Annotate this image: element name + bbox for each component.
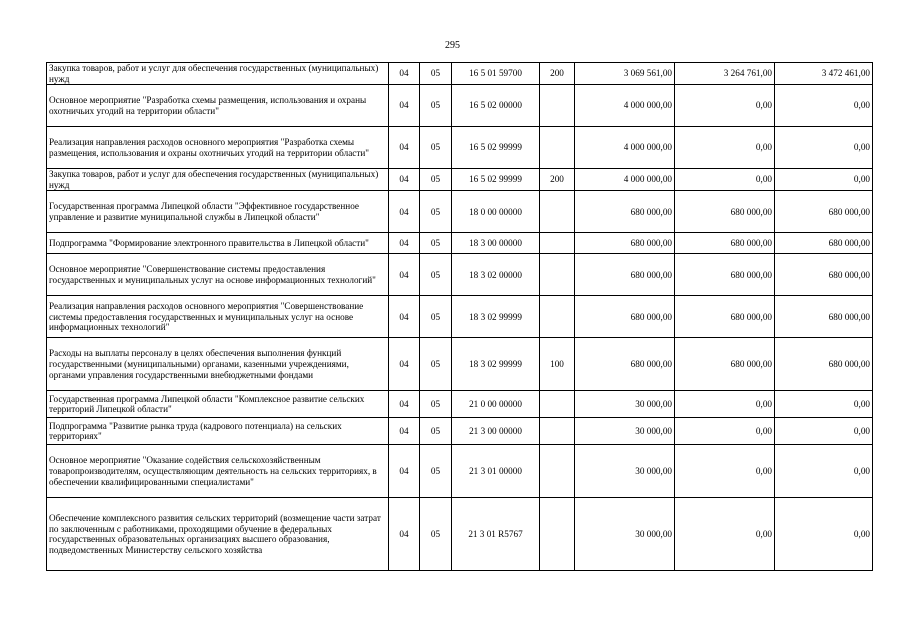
cell-name: Закупка товаров, работ и услуг для обеспечения государственных (муниципальных) нужд (47, 63, 389, 85)
cell-name: Основное мероприятие "Разработка схемы размещения, использования и охраны охотничьих угодий на территории области" (47, 85, 389, 127)
cell-vr (540, 445, 575, 498)
cell-vr (540, 418, 575, 445)
table-row (47, 169, 873, 191)
cell-name: Основное мероприятие "Оказание содействия сельскохозяйственным товаропроизводителям, осуществляющим деятельность на сельских территориях, в обеспечении квалифицированными специалистами" (47, 445, 389, 498)
cell-pr: 05 (420, 296, 452, 338)
table-row (47, 254, 873, 296)
cell-csr: 16 5 02 99999 (452, 169, 540, 191)
cell-s1: 4 000 000,00 (575, 169, 675, 191)
cell-s2: 0,00 (675, 127, 775, 169)
table-row (47, 445, 873, 498)
cell-csr: 16 5 02 00000 (452, 85, 540, 127)
cell-s3: 680 000,00 (775, 338, 873, 391)
cell-s1: 680 000,00 (575, 296, 675, 338)
cell-vr: 200 (540, 169, 575, 191)
cell-s1: 3 069 561,00 (575, 63, 675, 85)
cell-name: Подпрограмма "Развитие рынка труда (кадрового потенциала) на сельских территориях" (47, 418, 389, 445)
cell-vr (540, 296, 575, 338)
table-row (47, 63, 873, 85)
cell-csr: 16 5 01 59700 (452, 63, 540, 85)
cell-name: Основное мероприятие "Совершенствование системы предоставления государственных и муниципальных услуг на основе информационных технологий" (47, 254, 389, 296)
cell-s1: 4 000 000,00 (575, 127, 675, 169)
cell-pr: 05 (420, 254, 452, 296)
cell-pr: 05 (420, 445, 452, 498)
cell-s3: 0,00 (775, 418, 873, 445)
cell-vr (540, 233, 575, 254)
cell-rz: 04 (389, 169, 420, 191)
cell-vr (540, 85, 575, 127)
cell-s3: 0,00 (775, 127, 873, 169)
cell-pr: 05 (420, 127, 452, 169)
cell-pr: 05 (420, 418, 452, 445)
table-row (47, 127, 873, 169)
cell-rz: 04 (389, 445, 420, 498)
cell-rz: 04 (389, 391, 420, 418)
cell-rz: 04 (389, 296, 420, 338)
cell-s2: 3 264 761,00 (675, 63, 775, 85)
page-number: 295 (445, 40, 460, 51)
table-row (47, 498, 873, 571)
cell-s2: 680 000,00 (675, 338, 775, 391)
cell-name: Реализация направления расходов основного мероприятия "Разработка схемы размещения, использования и охраны охотничьих угодий на территории области" (47, 127, 389, 169)
cell-s1: 30 000,00 (575, 418, 675, 445)
cell-rz: 04 (389, 191, 420, 233)
cell-name: Государственная программа Липецкой области "Эффективное государственное управление и развитие муниципальной службы в Липецкой области" (47, 191, 389, 233)
table-row (47, 296, 873, 338)
cell-s3: 680 000,00 (775, 191, 873, 233)
cell-s1: 680 000,00 (575, 191, 675, 233)
cell-vr (540, 498, 575, 571)
cell-name: Реализация направления расходов основного мероприятия "Совершенствование системы предоставления государственных и муниципальных услуг на основе информационных технологий" (47, 296, 389, 338)
cell-s3: 680 000,00 (775, 296, 873, 338)
cell-s3: 0,00 (775, 498, 873, 571)
cell-name: Подпрограмма "Формирование электронного правительства в Липецкой области" (47, 233, 389, 254)
cell-pr: 05 (420, 85, 452, 127)
cell-pr: 05 (420, 498, 452, 571)
cell-csr: 18 3 02 00000 (452, 254, 540, 296)
cell-rz: 04 (389, 254, 420, 296)
cell-pr: 05 (420, 233, 452, 254)
cell-s3: 0,00 (775, 85, 873, 127)
cell-vr (540, 127, 575, 169)
cell-rz: 04 (389, 85, 420, 127)
cell-s1: 680 000,00 (575, 254, 675, 296)
cell-s3: 680 000,00 (775, 233, 873, 254)
cell-name: Обеспечение комплексного развития сельских территорий (возмещение части затрат по заключенным с работниками, проходящими обучение в федеральных государственных образовательных организациях высшего образования, подведомственных Министерству сельского хозяйства (47, 498, 389, 571)
cell-s2: 0,00 (675, 498, 775, 571)
cell-s2: 680 000,00 (675, 254, 775, 296)
cell-s2: 680 000,00 (675, 233, 775, 254)
cell-name: Государственная программа Липецкой области "Комплексное развитие сельских территорий Липецкой области" (47, 391, 389, 418)
cell-s2: 0,00 (675, 169, 775, 191)
cell-s1: 30 000,00 (575, 498, 675, 571)
cell-vr: 200 (540, 63, 575, 85)
cell-s3: 0,00 (775, 391, 873, 418)
table-row (47, 191, 873, 233)
cell-csr: 18 3 02 99999 (452, 296, 540, 338)
cell-csr: 16 5 02 99999 (452, 127, 540, 169)
cell-s2: 680 000,00 (675, 191, 775, 233)
table-row (47, 418, 873, 445)
cell-vr: 100 (540, 338, 575, 391)
cell-csr: 18 0 00 00000 (452, 191, 540, 233)
budget-table (46, 62, 873, 571)
cell-s3: 0,00 (775, 445, 873, 498)
cell-s3: 0,00 (775, 169, 873, 191)
cell-csr: 18 3 02 99999 (452, 338, 540, 391)
cell-vr (540, 254, 575, 296)
cell-rz: 04 (389, 418, 420, 445)
cell-rz: 04 (389, 338, 420, 391)
cell-csr: 21 0 00 00000 (452, 391, 540, 418)
cell-s1: 680 000,00 (575, 338, 675, 391)
cell-name: Расходы на выплаты персоналу в целях обеспечения выполнения функций государственными (муниципальными) органами, казенными учреждениями, органами управления государственными внебюджетными фондами (47, 338, 389, 391)
cell-name: Закупка товаров, работ и услуг для обеспечения государственных (муниципальных) нужд (47, 169, 389, 191)
cell-pr: 05 (420, 169, 452, 191)
cell-rz: 04 (389, 127, 420, 169)
cell-rz: 04 (389, 498, 420, 571)
cell-pr: 05 (420, 63, 452, 85)
cell-pr: 05 (420, 338, 452, 391)
cell-rz: 04 (389, 63, 420, 85)
cell-s2: 0,00 (675, 85, 775, 127)
table-row (47, 85, 873, 127)
cell-s1: 4 000 000,00 (575, 85, 675, 127)
cell-s1: 30 000,00 (575, 391, 675, 418)
table-row (47, 338, 873, 391)
cell-vr (540, 191, 575, 233)
table-row (47, 391, 873, 418)
cell-s2: 0,00 (675, 445, 775, 498)
table-row (47, 233, 873, 254)
cell-s3: 3 472 461,00 (775, 63, 873, 85)
cell-csr: 21 3 01 00000 (452, 445, 540, 498)
cell-s1: 30 000,00 (575, 445, 675, 498)
cell-s2: 0,00 (675, 418, 775, 445)
cell-pr: 05 (420, 391, 452, 418)
cell-pr: 05 (420, 191, 452, 233)
cell-s3: 680 000,00 (775, 254, 873, 296)
cell-csr: 21 3 00 00000 (452, 418, 540, 445)
cell-csr: 21 3 01 R5767 (452, 498, 540, 571)
cell-s2: 0,00 (675, 391, 775, 418)
cell-s1: 680 000,00 (575, 233, 675, 254)
cell-s2: 680 000,00 (675, 296, 775, 338)
cell-csr: 18 3 00 00000 (452, 233, 540, 254)
cell-vr (540, 391, 575, 418)
cell-rz: 04 (389, 233, 420, 254)
